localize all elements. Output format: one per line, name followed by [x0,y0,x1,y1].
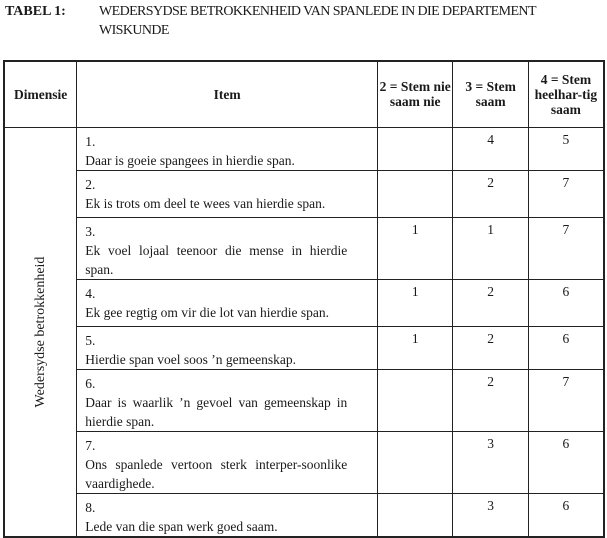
count-c4: 7 [528,170,604,217]
item-text: Ek voel lojaal teenoor die mense in hierdie span. [85,242,348,277]
item-text: Ek gee regtig om vir die lot van hierdie span. [85,304,329,320]
item-number: 6. [85,375,96,391]
data-table [3,60,605,538]
count-c4: 6 [528,326,604,369]
table-row [4,493,604,537]
item-number: 5. [85,332,96,348]
item-text: Daar is goeie spangees in hierdie span. [85,152,295,168]
header-stem-heelhartig-saam: 4 = Stem heelhar-tig saam [528,61,604,127]
count-c3: 2 [453,369,528,431]
count-c4: 7 [528,217,604,279]
header-stem-saam: 3 = Stem saam [453,61,528,127]
item-cell [77,493,378,537]
count-c4: 6 [528,431,604,493]
count-c2: 1 [377,279,452,326]
item-text: Ons spanlede vertoon sterk interper-soonlike vaardighede. [85,456,348,491]
count-c3: 2 [453,170,528,217]
table-row [4,170,604,217]
count-c3: 1 [453,217,528,279]
item-number: 2. [85,176,96,192]
item-text: Ek is trots om deel te wees van hierdie span. [85,195,326,211]
item-number: 4. [85,285,96,301]
header-dimensie: Dimensie [4,61,77,127]
count-c2: 1 [377,217,452,279]
header-stem-nie-saam-nie: 2 = Stem nie saam nie [377,61,452,127]
table-row [4,369,604,431]
header-item: Item [77,61,378,127]
dimension-cell [4,127,77,537]
table-row [4,326,604,369]
count-c4: 7 [528,369,604,431]
table-row [4,279,604,326]
item-cell [77,431,378,493]
count-c2: 1 [377,326,452,369]
item-cell [77,369,378,431]
caption-title: WEDERSYDSE BETROKKENHEID VAN SPANLEDE IN DIE DEPARTEMENT WISKUNDE [99,4,536,38]
count-c2 [377,369,452,431]
item-cell [77,279,378,326]
item-cell [77,326,378,369]
count-c2 [377,431,452,493]
table-row [4,127,604,170]
count-c2 [377,170,452,217]
item-cell [77,217,378,279]
item-cell [77,170,378,217]
count-c3: 2 [453,326,528,369]
dimension-label: Wedersydse betrokkenheid [32,256,48,407]
header-row [4,61,604,127]
count-c3: 3 [453,493,528,537]
count-c4: 5 [528,127,604,170]
count-c3: 3 [453,431,528,493]
count-c2 [377,493,452,537]
count-c4: 6 [528,493,604,537]
item-number: 7. [85,437,96,453]
item-number: 3. [85,223,96,239]
count-c3: 2 [453,279,528,326]
item-text: Hierdie span voel soos ’n gemeenskap. [85,351,296,367]
count-c3: 4 [453,127,528,170]
item-number: 1. [85,133,96,149]
item-cell [77,127,378,170]
caption-label: TABEL 1: [5,4,66,19]
item-text: Lede van die span werk goed saam. [85,518,278,534]
count-c2 [377,127,452,170]
table-row [4,217,604,279]
table-row [4,431,604,493]
item-number: 8. [85,499,96,515]
item-text: Daar is waarlik ’n gevoel van gemeenskap in hierdie span. [85,394,348,429]
count-c4: 6 [528,279,604,326]
